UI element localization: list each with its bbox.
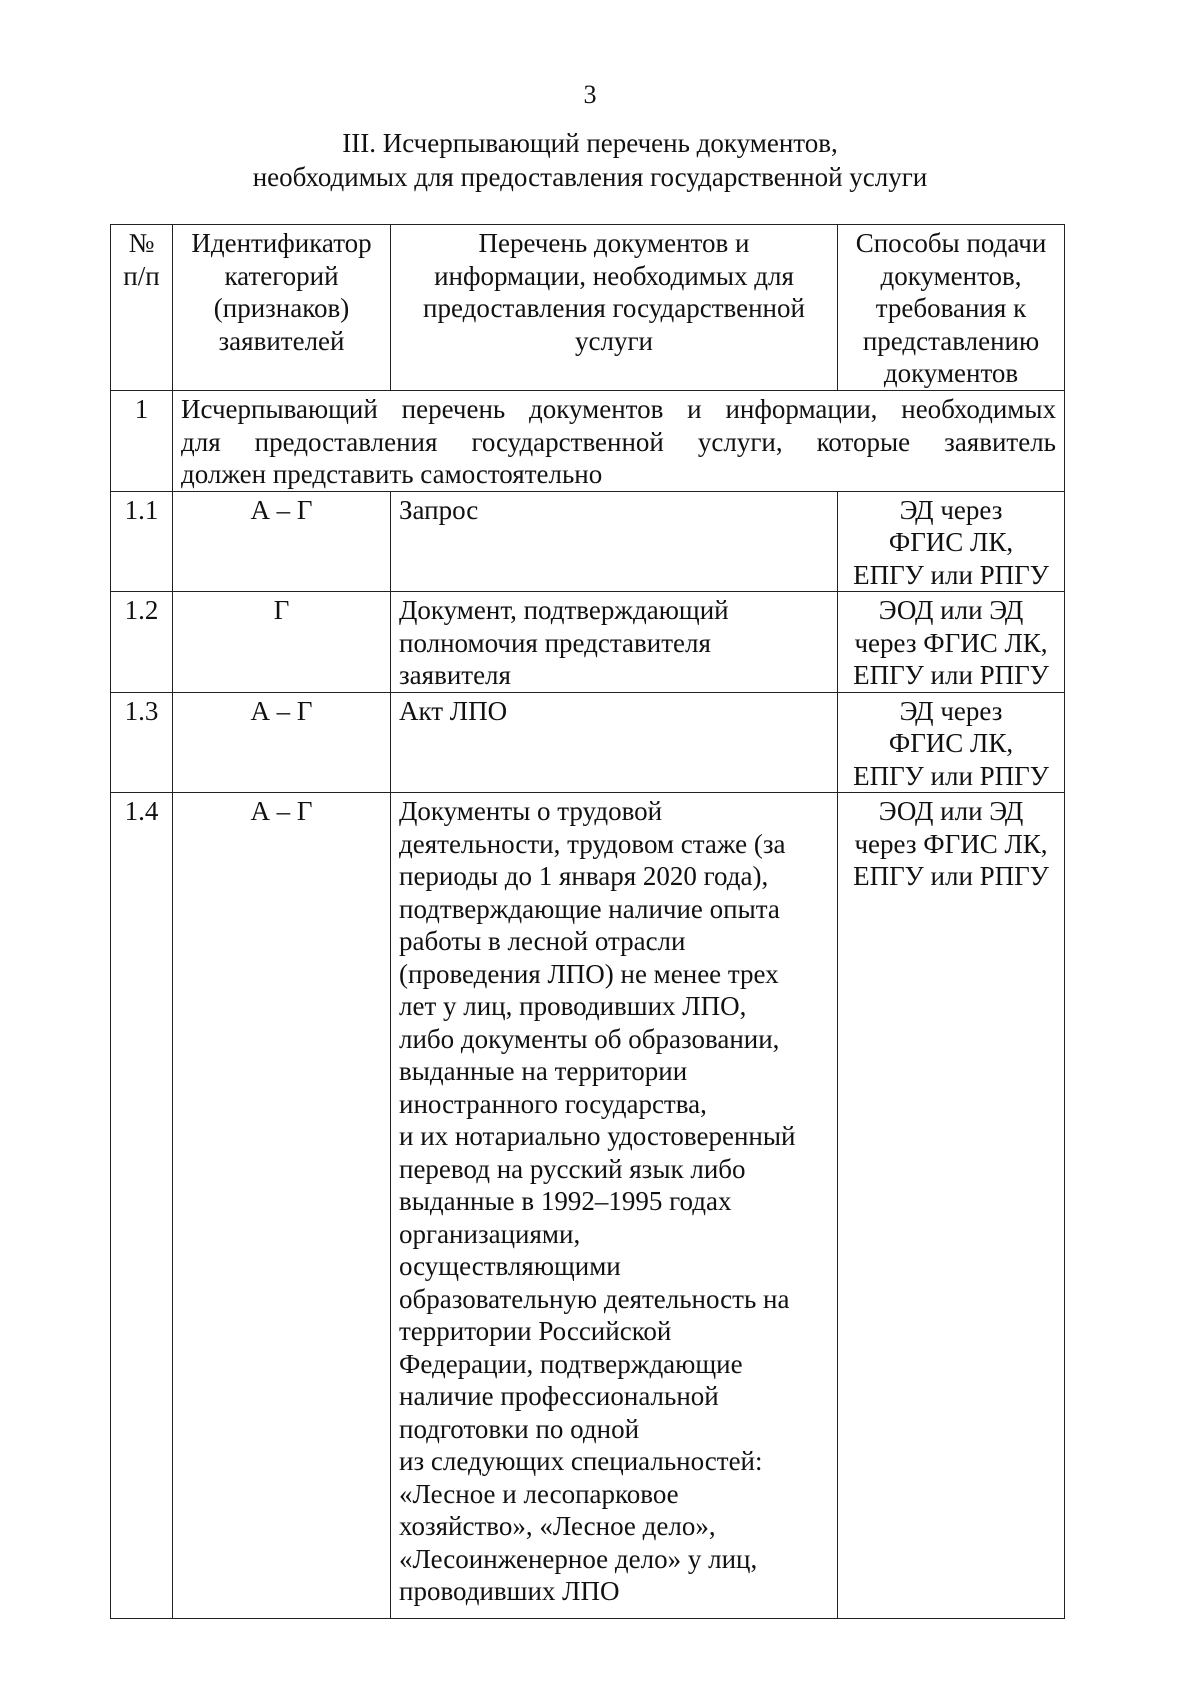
row-doc-line: выданные на территории (399, 1056, 688, 1086)
row-num: 1.4 (111, 793, 173, 1619)
row-category: А – Г (173, 491, 391, 592)
header-documents-list (391, 225, 838, 391)
header-text: Способы подачи (855, 228, 1047, 258)
documents-table (110, 224, 1065, 1619)
table-row (111, 793, 1065, 1619)
row-doc-line: работы в лесной отрасли (399, 926, 686, 956)
row-doc-line: Федерации, подтверждающие (399, 1348, 743, 1379)
row-doc-line: наличие профессиональной (399, 1381, 719, 1411)
row-num: 1.3 (111, 692, 173, 793)
row-doc-line: либо документы об образовании, (399, 1023, 780, 1054)
row-doc-line: Запрос (399, 494, 479, 525)
row-method-line: ЕПГУ или РПГУ (853, 660, 1049, 690)
row-method-line: через ФГИС ЛК, (854, 828, 1048, 859)
header-text: услуги (575, 325, 653, 356)
section-title (0, 126, 1180, 194)
section-title-line-1: III. Исчерпывающий перечень документов, (342, 128, 838, 158)
table-row (111, 692, 1065, 793)
header-text: представлению (862, 325, 1040, 356)
group-text: должен представить самостоятельно (181, 459, 603, 489)
group-text: для предоставления государственной услуги, которые заявитель (181, 426, 1056, 457)
header-text: документов (883, 358, 1019, 388)
header-text: требования к (875, 293, 1027, 323)
row-methods (838, 491, 1065, 592)
row-doc-line: лет у лиц, проводивших ЛПО, (399, 991, 747, 1021)
header-text: документов, (880, 260, 1022, 291)
row-doc-line: подтверждающие наличие опыта (399, 893, 780, 924)
row-doc-line: Документ, подтверждающий (399, 595, 729, 625)
row-num: 1.2 (111, 592, 173, 693)
table-header-row (111, 225, 1065, 391)
row-doc-line: и их нотариально удостоверенный (399, 1121, 796, 1151)
table-row (111, 491, 1065, 592)
row-doc-line: хозяйство», «Лесное дело», (399, 1511, 716, 1541)
group-description (173, 391, 1065, 492)
row-documents (391, 692, 838, 793)
header-text: категорий (224, 260, 339, 291)
header-text: Перечень документов и (478, 228, 750, 258)
row-doc-line: проводивших ЛПО (399, 1576, 620, 1606)
row-doc-line: образовательную деятельность на (399, 1283, 790, 1314)
row-doc-line: из следующих специальностей: (399, 1446, 763, 1476)
table-row (111, 592, 1065, 693)
row-doc-line: «Лесное и лесопарковое (399, 1478, 679, 1509)
header-applicant-category (173, 225, 391, 391)
row-category: А – Г (173, 793, 391, 1619)
row-doc-line: «Лесоинженерное дело» у лиц, (399, 1543, 758, 1574)
row-category: Г (173, 592, 391, 693)
page-number: 3 (583, 80, 597, 109)
header-text: предоставления государственной (423, 293, 805, 323)
row-category: А – Г (173, 692, 391, 793)
row-doc-line: территории Российской (399, 1316, 672, 1346)
header-text: информации, необходимых для (434, 260, 794, 291)
row-method-line: ЭД через (899, 494, 1003, 525)
row-method-line: ЕПГУ или РПГУ (853, 861, 1049, 891)
header-submission-methods (838, 225, 1065, 391)
row-doc-line: Акт ЛПО (399, 695, 508, 726)
row-method-line: ФГИС ЛК, (888, 728, 1014, 758)
row-method-line: ЭД через (899, 695, 1003, 726)
header-text: заявителей (218, 325, 345, 356)
row-num: 1.1 (111, 491, 173, 592)
row-doc-line: (проведения ЛПО) не менее трех (399, 958, 779, 989)
row-documents (391, 592, 838, 693)
header-text: (признаков) (213, 293, 350, 323)
row-method-line: через ФГИС ЛК, (854, 627, 1048, 658)
row-documents (391, 793, 838, 1619)
group-text: Исчерпывающий перечень документов и информации, необходимых (181, 394, 1056, 424)
row-method-line: ЕПГУ или РПГУ (853, 760, 1049, 791)
row-doc-line: перевод на русский язык либо (399, 1153, 746, 1184)
row-doc-line: периоды до 1 января 2020 года), (399, 861, 769, 891)
row-doc-line: полномочия представителя (399, 627, 711, 658)
section-title-line-2: необходимых для предоставления государственной услуги (252, 162, 928, 192)
header-num (111, 225, 173, 391)
row-doc-line: осуществляющими (399, 1251, 621, 1281)
row-doc-line: Документы о трудовой (399, 796, 663, 826)
row-method-line: ЭОД или ЭД (878, 796, 1024, 826)
row-method-line: ФГИС ЛК, (888, 527, 1014, 557)
row-doc-line: заявителя (399, 660, 511, 690)
row-methods (838, 592, 1065, 693)
row-doc-line: деятельности, трудовом стаже (за (399, 828, 786, 859)
header-text: Идентификатор (191, 228, 372, 258)
row-doc-line: иностранного государства, (399, 1088, 707, 1119)
row-doc-line: подготовки по одной (399, 1413, 640, 1444)
row-doc-line: организациями, (399, 1218, 581, 1249)
row-documents (391, 491, 838, 592)
header-text: № (128, 228, 155, 258)
row-method-line: ЭОД или ЭД (878, 595, 1024, 625)
row-methods (838, 692, 1065, 793)
group-num: 1 (111, 391, 173, 492)
row-methods (838, 793, 1065, 1619)
table-group-row (111, 391, 1065, 492)
header-text: п/п (123, 260, 160, 291)
row-method-line: ЕПГУ или РПГУ (853, 559, 1049, 590)
row-doc-line: выданные в 1992–1995 годах (399, 1186, 732, 1216)
